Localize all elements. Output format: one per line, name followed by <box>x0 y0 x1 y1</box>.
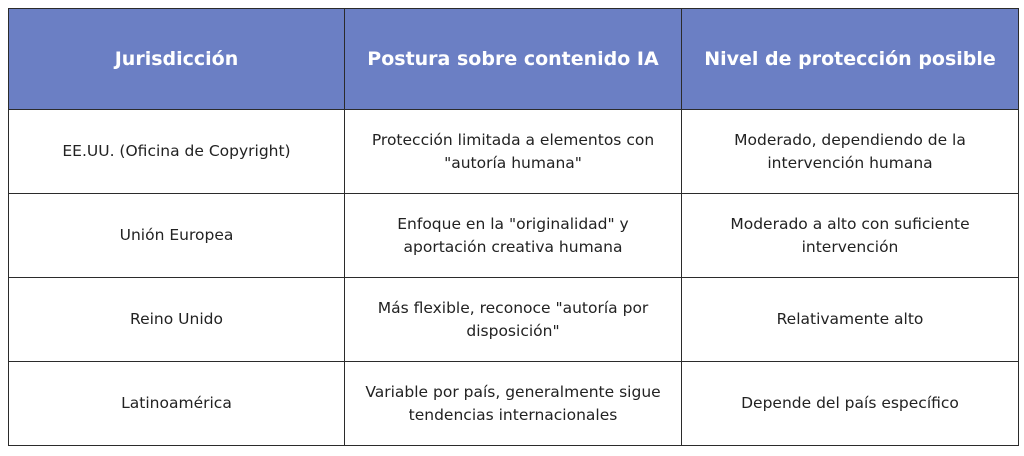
table-header <box>9 9 1019 110</box>
cell-nivel: Moderado a alto con suficiente intervención <box>682 194 1019 278</box>
table-row <box>9 194 1019 278</box>
header-row <box>9 9 1019 110</box>
header-postura: Postura sobre contenido IA <box>345 9 682 110</box>
cell-jurisdiccion: Unión Europea <box>9 194 345 278</box>
table-body <box>9 110 1019 446</box>
cell-nivel: Moderado, dependiendo de la intervención humana <box>682 110 1019 194</box>
cell-postura: Protección limitada a elementos con "autoría humana" <box>345 110 682 194</box>
cell-nivel: Depende del país específico <box>682 362 1019 446</box>
cell-postura: Variable por país, generalmente sigue tendencias internacionales <box>345 362 682 446</box>
header-nivel-proteccion: Nivel de protección posible <box>682 9 1019 110</box>
cell-jurisdiccion: Reino Unido <box>9 278 345 362</box>
table-row <box>9 362 1019 446</box>
cell-postura: Enfoque en la "originalidad" y aportación creativa humana <box>345 194 682 278</box>
cell-postura: Más flexible, reconoce "autoría por disposición" <box>345 278 682 362</box>
cell-nivel: Relativamente alto <box>682 278 1019 362</box>
table-row <box>9 110 1019 194</box>
cell-jurisdiccion: EE.UU. (Oficina de Copyright) <box>9 110 345 194</box>
ai-copyright-comparison-table <box>8 8 1019 446</box>
cell-jurisdiccion: Latinoamérica <box>9 362 345 446</box>
header-jurisdiccion: Jurisdicción <box>9 9 345 110</box>
table-row <box>9 278 1019 362</box>
